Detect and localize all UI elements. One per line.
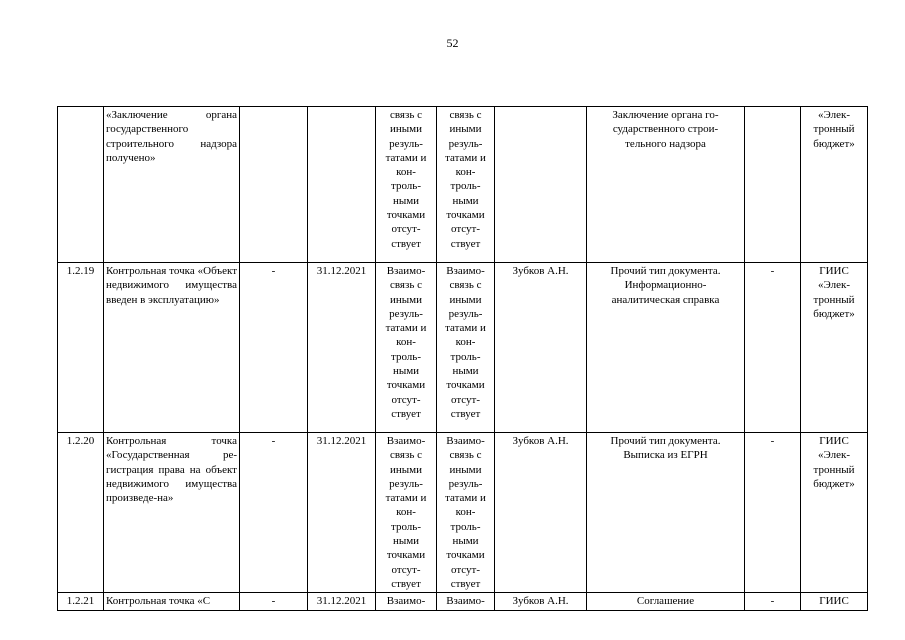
control-point-name: «Заключение органа государственного строительного надзора получено»	[104, 107, 240, 263]
info-system: ГИИС	[801, 593, 868, 610]
table-row	[58, 263, 868, 433]
page-number: 52	[446, 36, 459, 50]
control-point-name: Контрольная точка «С	[104, 593, 240, 610]
table-row	[58, 593, 868, 610]
responsible: Зубков А.Н.	[495, 433, 587, 593]
document-type: Заключение органа го- сударственного строи- тельного надзора	[587, 107, 745, 263]
relation-cell: Взаимо- связь с иными резуль- татами и кон- троль- ными точками отсут- ствует	[437, 263, 495, 433]
document-type: Прочий тип документа. Информационно- аналитическая справка	[587, 263, 745, 433]
start-date: -	[240, 593, 308, 610]
row-number: 1.2.21	[58, 593, 104, 610]
end-date	[308, 107, 376, 263]
relation-cell: связь с иными резуль- татами и кон- троль- ными точками отсут- ствует	[376, 107, 437, 263]
level-cell: -	[745, 433, 801, 593]
responsible	[495, 107, 587, 263]
document-type: Соглашение	[587, 593, 745, 610]
end-date: 31.12.2021	[308, 593, 376, 610]
relation-cell: Взаимо-	[437, 593, 495, 610]
level-cell: -	[745, 263, 801, 433]
document-type: Прочий тип документа. Выписка из ЕГРН	[587, 433, 745, 593]
relation-cell: связь с иными резуль- татами и кон- троль- ными точками отсут- ствует	[437, 107, 495, 263]
info-system: ГИИС «Элек- тронный бюджет»	[801, 433, 868, 593]
control-point-name: Контрольная точка «Объект недвижимого имущества введен в эксплуатацию»	[104, 263, 240, 433]
start-date: -	[240, 433, 308, 593]
row-number: 1.2.19	[58, 263, 104, 433]
relation-cell: Взаимо- связь с иными резуль- татами и кон- троль- ными точками отсут- ствует	[437, 433, 495, 593]
relation-cell: Взаимо- связь с иными резуль- татами и кон- троль- ными точками отсут- ствует	[376, 263, 437, 433]
plan-table	[57, 106, 868, 611]
end-date: 31.12.2021	[308, 263, 376, 433]
responsible: Зубков А.Н.	[495, 593, 587, 610]
row-number: 1.2.20	[58, 433, 104, 593]
level-cell: -	[745, 593, 801, 610]
control-point-name: Контрольная точка «Государственная ре-гистрация права на объект недвижимого имущества произведе-на»	[104, 433, 240, 593]
info-system: «Элек- тронный бюджет»	[801, 107, 868, 263]
table-row	[58, 107, 868, 263]
end-date: 31.12.2021	[308, 433, 376, 593]
start-date	[240, 107, 308, 263]
start-date: -	[240, 263, 308, 433]
level-cell	[745, 107, 801, 263]
relation-cell: Взаимо-	[376, 593, 437, 610]
responsible: Зубков А.Н.	[495, 263, 587, 433]
info-system: ГИИС «Элек- тронный бюджет»	[801, 263, 868, 433]
row-number	[58, 107, 104, 263]
relation-cell: Взаимо- связь с иными резуль- татами и кон- троль- ными точками отсут- ствует	[376, 433, 437, 593]
table-row	[58, 433, 868, 593]
